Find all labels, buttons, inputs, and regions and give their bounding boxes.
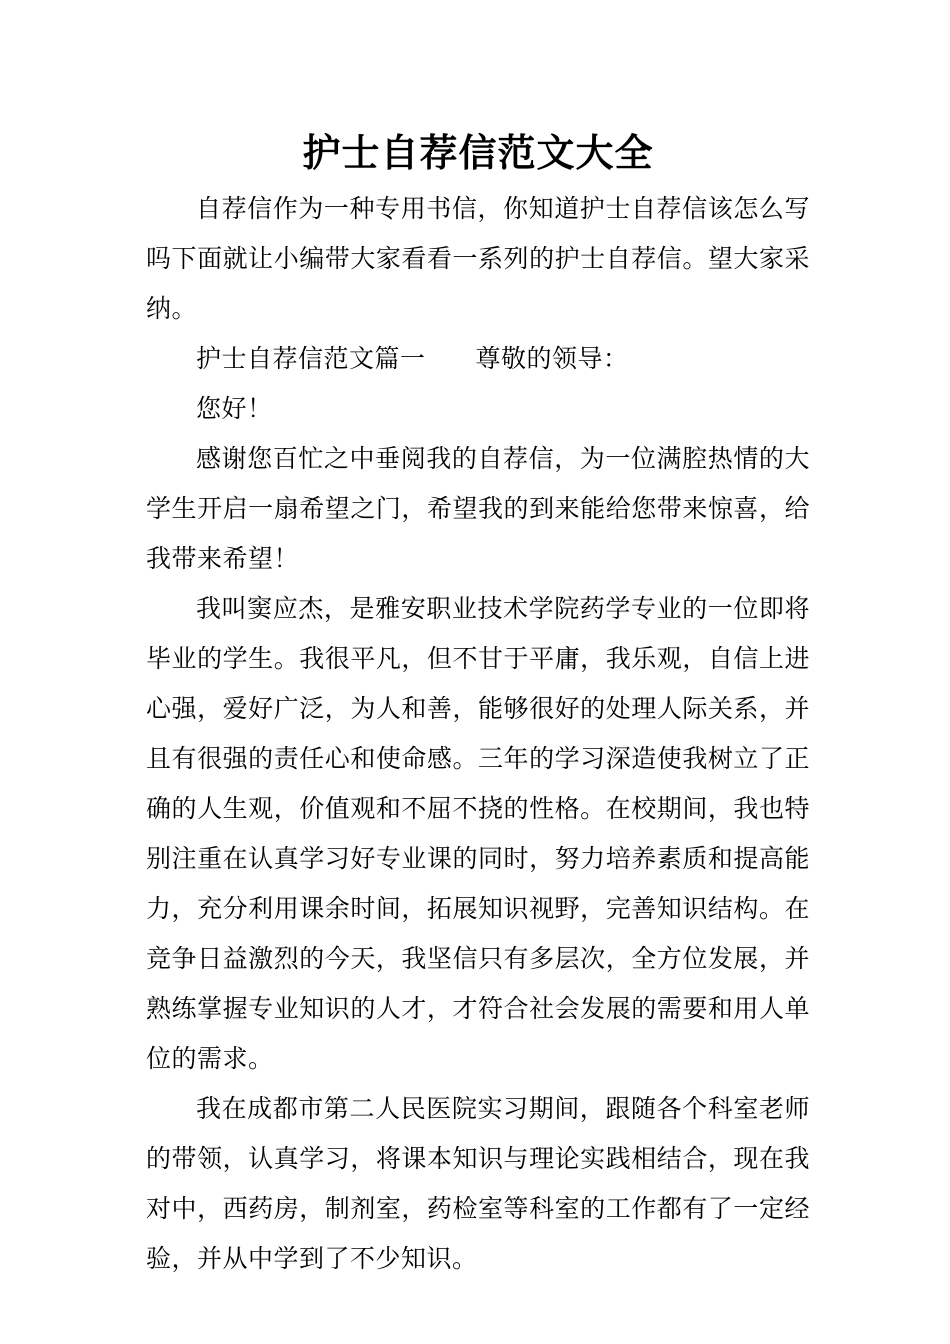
section-heading: 护士自荐信范文篇一 [196,344,426,373]
body-paragraph-3: 我在成都市第二人民医院实习期间，跟随各个科室老师的带领，认真学习，将课本知识与理论实践相结合，现在我对中，西药房，制剂室，药检室等科室的工作都有了一定经验，并从中学到了不少知识。 [146,1094,810,1273]
body-paragraph-2: 我叫窦应杰，是雅安职业技术学院药学专业的一位即将毕业的学生。我很平凡，但不甘于平庸，我乐观，自信上进心强，爱好广泛，为人和善，能够很好的处理人际关系，并且有很强的责任心和使命感。三年的学习深造使我树立了正确的人生观，价值观和不屈不挠的性格。在校期间，我也特别注重在认真学习好专业课的同时，努力培养素质和提高能力，充分利用课余时间，拓展知识视野，完善知识结构。在竞争日益激烈的今天，我坚信只有多层次，全方位发展，并熟练掌握专业知识的人才，才符合社会发展的需要和用人单位的需求。 [146,594,810,1073]
body-paragraph-1: 感谢您百忙之中垂阅我的自荐信，为一位满腔热情的大学生开启一扇希望之门，希望我的到来能给您带来惊喜，给我带来希望！ [146,444,810,573]
section-heading-line [146,334,810,384]
document-page [146,128,810,1284]
document-title: 护士自荐信范文大全 [302,130,654,175]
greeting: 您好！ [196,394,273,423]
intro-paragraph: 自荐信作为一种专用书信，你知道护士自荐信该怎么写吗下面就让小编带大家看看一系列的护士自荐信。望大家采纳。 [146,194,810,323]
salutation: 尊敬的领导： [475,344,629,373]
